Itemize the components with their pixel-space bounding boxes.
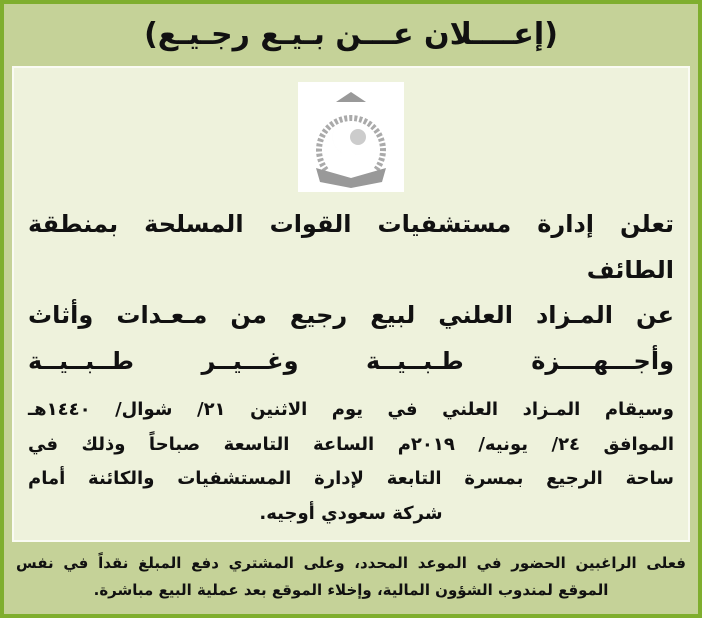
- headline-line: عن المـزاد العلني لبيع رجيع من مـعـدات وأثاث: [28, 301, 674, 330]
- armed-forces-hospitals-emblem-icon: [298, 82, 404, 192]
- headline-line: تعلن إدارة مستشفيات القوات المسلحة بمنطقة الطائف: [28, 210, 674, 284]
- detail-line: وسيقام المـزاد العلني في يوم الاثنين ٢١/ شوال/ ١٤٤٠هـ: [28, 399, 674, 421]
- detail-line: شركة سعودي أوجيه.: [259, 502, 443, 524]
- detail-line: الموافق ٢٤/ يونيه/ ٢٠١٩م الساعة التاسعة صباحاً وذلك في: [28, 433, 675, 455]
- ad-body: [12, 66, 690, 542]
- footer-line: الموقع لمندوب الشؤون المالية، وإخلاء الموقع بعد عملية البيع مباشرة.: [93, 580, 609, 599]
- footer-line: فعلى الراغبين الحضور في الموعد المحدد، وعلى المشتري دفع المبلغ نقداً في نفس: [16, 553, 686, 572]
- headline-line: وأجـــهــــزة طـبــيــة وغـــيــر طــبــيــة: [28, 346, 674, 375]
- ad-title: (إعــــلان عـــن بـيـع رجـيـع): [144, 17, 558, 52]
- detail-line: ساحة الرجيع بمسرة التابعة لإدارة المستشفيات والكائنة أمام: [28, 468, 674, 490]
